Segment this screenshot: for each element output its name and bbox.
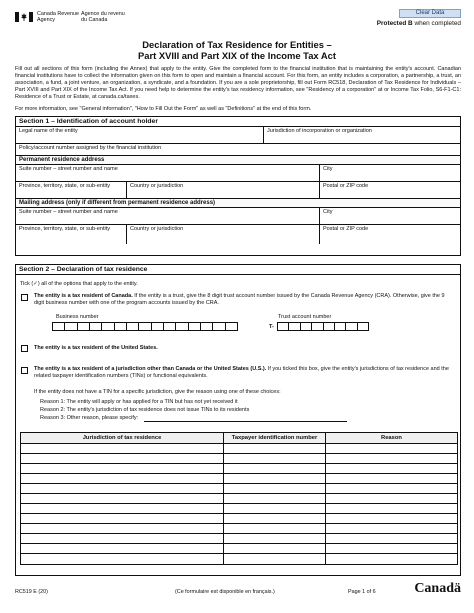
tin-table-row [21, 554, 457, 564]
jurisdiction-cell[interactable] [21, 534, 224, 543]
mailing-province-field[interactable] [16, 225, 127, 244]
tin-cell[interactable] [224, 494, 326, 503]
other-resident-label: The entity is a tax resident of a jurisdiction other than Canada or the United States (U.S.). [34, 366, 267, 372]
protected-label [377, 20, 461, 28]
agency-name-en: Canada Revenue Agency [37, 11, 79, 24]
reason-cell[interactable] [326, 514, 457, 523]
permanent-country-label: Country or jurisdiction [130, 183, 184, 189]
tick-instruction: Tick (✓) all of the options that apply to the entity. [20, 281, 138, 287]
canada-resident-text [34, 293, 454, 307]
policy-number-label: Policy/account number assigned by the financial institution [19, 145, 162, 151]
reason-cell[interactable] [326, 524, 457, 533]
canada-resident-label: The entity is a tax resident of Canada. [34, 293, 133, 299]
canada-flag-icon [15, 12, 33, 22]
mailing-street-label: Suite number – street number and name [19, 209, 118, 215]
jurisdiction-cell[interactable] [21, 494, 224, 503]
jurisdiction-incorp-label: Jurisdiction of incorporation or organization [267, 128, 372, 134]
permanent-postal-label: Postal or ZIP code [323, 183, 369, 189]
jurisdiction-cell[interactable] [21, 444, 224, 453]
tin-table-row [21, 504, 457, 514]
legal-name-label: Legal name of the entity [19, 128, 78, 134]
permanent-province-label: Province, territory, state, or sub-entity [19, 183, 110, 189]
jurisdiction-cell[interactable] [21, 514, 224, 523]
business-number-label: Business number [56, 314, 99, 320]
protected-level: Protected B [376, 20, 413, 27]
jurisdiction-cell[interactable] [21, 484, 224, 493]
form-title-line1: Declaration of Tax Residence for Entities – [142, 39, 332, 50]
mailing-city-label: City [323, 209, 333, 215]
tin-cell[interactable] [224, 464, 326, 473]
us-resident-label: The entity is a tax resident of the United States. [34, 345, 158, 351]
other-resident-detail: If you ticked this box, give the entity's jurisdictions of tax residence and the related taxpayer identification numbers (TINs) or functional equivalents. [34, 366, 449, 379]
reason-2-text: Reason 2: The entity's jurisdiction of tax residence does not issue TINs to its residents [40, 407, 250, 413]
reason-3-input[interactable] [144, 421, 347, 422]
french-note: (Ce formulaire est disponible en français.) [175, 589, 275, 595]
jurisdiction-cell[interactable] [21, 464, 224, 473]
section-1-heading: Section 1 – Identification of account holder [16, 117, 460, 127]
intro-paragraph: Fill out all sections of this form (including the Annex) that apply to the entity. Give the completed form to the financial institution that is maintaining the entity's account. Canadian financial institutions have to collect the information given on this form to open and maintain a financial account. For this form, an entity includes a corporation, a partnership, a trust, an association, a fund, a joint venture, an organization, a syndicate, and a foundation. If you are a sole proprietorship, fill out Form RC518, Declaration of Tax Residence for Individuals – Part XVIII and Part XIX of the Income Tax Act. If you need help to determine the entity's tax residency information, see "Residency of a corporation" at or Income Tax Folio, S6-F1-C1: Residence of a Trust or Estate, at canada.ca/taxes. [15, 66, 461, 100]
permanent-street-label: Suite number – street number and name [19, 166, 118, 172]
permanent-street-field[interactable] [16, 165, 320, 181]
mailing-country-label: Country or jurisdiction [130, 226, 184, 232]
tin-table-row [21, 494, 457, 504]
canada-resident-checkbox[interactable] [21, 294, 28, 301]
tin-cell[interactable] [224, 444, 326, 453]
page-number: Page 1 of 6 [348, 589, 376, 595]
reason-cell[interactable] [326, 544, 457, 553]
tin-table-row [21, 444, 457, 454]
permanent-province-field[interactable] [16, 182, 127, 198]
tin-cell[interactable] [224, 474, 326, 483]
policy-number-field[interactable] [16, 144, 460, 155]
permanent-city-field[interactable] [320, 165, 460, 181]
canada-resident-detail: If the entity is a trust, give the 8 digit trust account number issued by the Canada Revenue Agency (CRA). Otherwise, give the 9 digit business number with one of the program accounts issued by the CRA. [34, 293, 445, 306]
permanent-postal-field[interactable] [320, 182, 460, 198]
trust-account-label: Trust account number [278, 314, 332, 320]
tin-table [20, 432, 458, 565]
jurisdiction-cell[interactable] [21, 524, 224, 533]
trust-prefix: T- [269, 324, 274, 330]
mailing-province-label: Province, territory, state, or sub-entity [19, 226, 110, 232]
jurisdiction-cell[interactable] [21, 474, 224, 483]
reason-cell[interactable] [326, 474, 457, 483]
tin-cell[interactable] [224, 514, 326, 523]
agency-name-fr: Agence du revenu du Canada [81, 11, 125, 24]
form-title-line2: Part XVIII and Part XIX of the Income Tax Act [138, 50, 336, 61]
header [15, 9, 461, 33]
other-resident-text [34, 366, 454, 380]
tin-table-header [21, 433, 457, 444]
tin-cell[interactable] [224, 484, 326, 493]
tin-cell[interactable] [224, 524, 326, 533]
permanent-address-heading: Permanent residence address [16, 156, 460, 165]
tin-table-row [21, 464, 457, 474]
tin-table-row [21, 474, 457, 484]
reason-1-text: Reason 1: The entity will apply or has applied for a TIN but has not yet received it [40, 399, 238, 405]
mailing-city-field[interactable] [320, 208, 460, 224]
jurisdiction-cell[interactable] [21, 454, 224, 463]
tin-cell[interactable] [224, 534, 326, 543]
no-tin-instruction: If the entity does not have a TIN for a specific jurisdiction, give the reason using one of these choices: [34, 389, 281, 395]
reason-cell[interactable] [326, 554, 457, 564]
col-tin: Taxpayer identification number [224, 433, 326, 443]
clear-data-button[interactable]: Clear Data [399, 9, 461, 18]
col-reason: Reason [381, 435, 402, 441]
legal-name-field[interactable] [16, 127, 264, 143]
permanent-country-field[interactable] [127, 182, 320, 198]
jurisdiction-incorp-field[interactable] [264, 127, 460, 143]
reason-cell[interactable] [326, 534, 457, 543]
form-title [0, 39, 474, 61]
more-info-text: For more information, see "General information", "How to Fill Out the Form" as well as "Definitions" at the end of this form. [15, 106, 312, 112]
reason-3-text: Reason 3: Other reason, please specify: [40, 415, 139, 421]
mailing-street-field[interactable] [16, 208, 320, 224]
protected-suffix: when completed [412, 20, 461, 27]
us-resident-checkbox[interactable] [21, 345, 28, 352]
reason-cell[interactable] [326, 454, 457, 463]
business-number-input[interactable] [52, 322, 238, 331]
section-1 [15, 116, 461, 256]
trust-account-input[interactable] [277, 322, 369, 331]
tin-table-row [21, 484, 457, 494]
reason-cell[interactable] [326, 464, 457, 473]
permanent-city-label: City [323, 166, 333, 172]
form-id: RC519 E (20) [15, 589, 48, 595]
jurisdiction-cell[interactable] [21, 554, 224, 564]
tin-cell[interactable] [224, 504, 326, 513]
reason-cell[interactable] [326, 444, 457, 453]
section-2 [15, 264, 461, 576]
tin-cell[interactable] [224, 454, 326, 463]
tin-cell[interactable] [224, 554, 326, 564]
reason-cell[interactable] [326, 484, 457, 493]
reason-cell[interactable] [326, 504, 457, 513]
tin-table-row [21, 524, 457, 534]
mailing-country-field[interactable] [127, 225, 320, 244]
tin-table-row [21, 454, 457, 464]
tin-table-row [21, 534, 457, 544]
canada-wordmark: Canadä [414, 581, 461, 596]
section-2-body [16, 275, 460, 600]
jurisdiction-cell[interactable] [21, 504, 224, 513]
other-resident-checkbox[interactable] [21, 367, 28, 374]
jurisdiction-cell[interactable] [21, 544, 224, 553]
footer [15, 580, 461, 600]
tin-cell[interactable] [224, 544, 326, 553]
mailing-postal-field[interactable] [320, 225, 460, 244]
col-jurisdiction: Jurisdiction of tax residence [21, 433, 224, 443]
mailing-address-heading: Mailing address (only if different from permanent residence address) [16, 199, 460, 208]
tin-table-row [21, 514, 457, 524]
tin-table-row [21, 544, 457, 554]
section-2-heading: Section 2 – Declaration of tax residence [16, 265, 460, 275]
reason-cell[interactable] [326, 494, 457, 503]
mailing-postal-label: Postal or ZIP code [323, 226, 369, 232]
